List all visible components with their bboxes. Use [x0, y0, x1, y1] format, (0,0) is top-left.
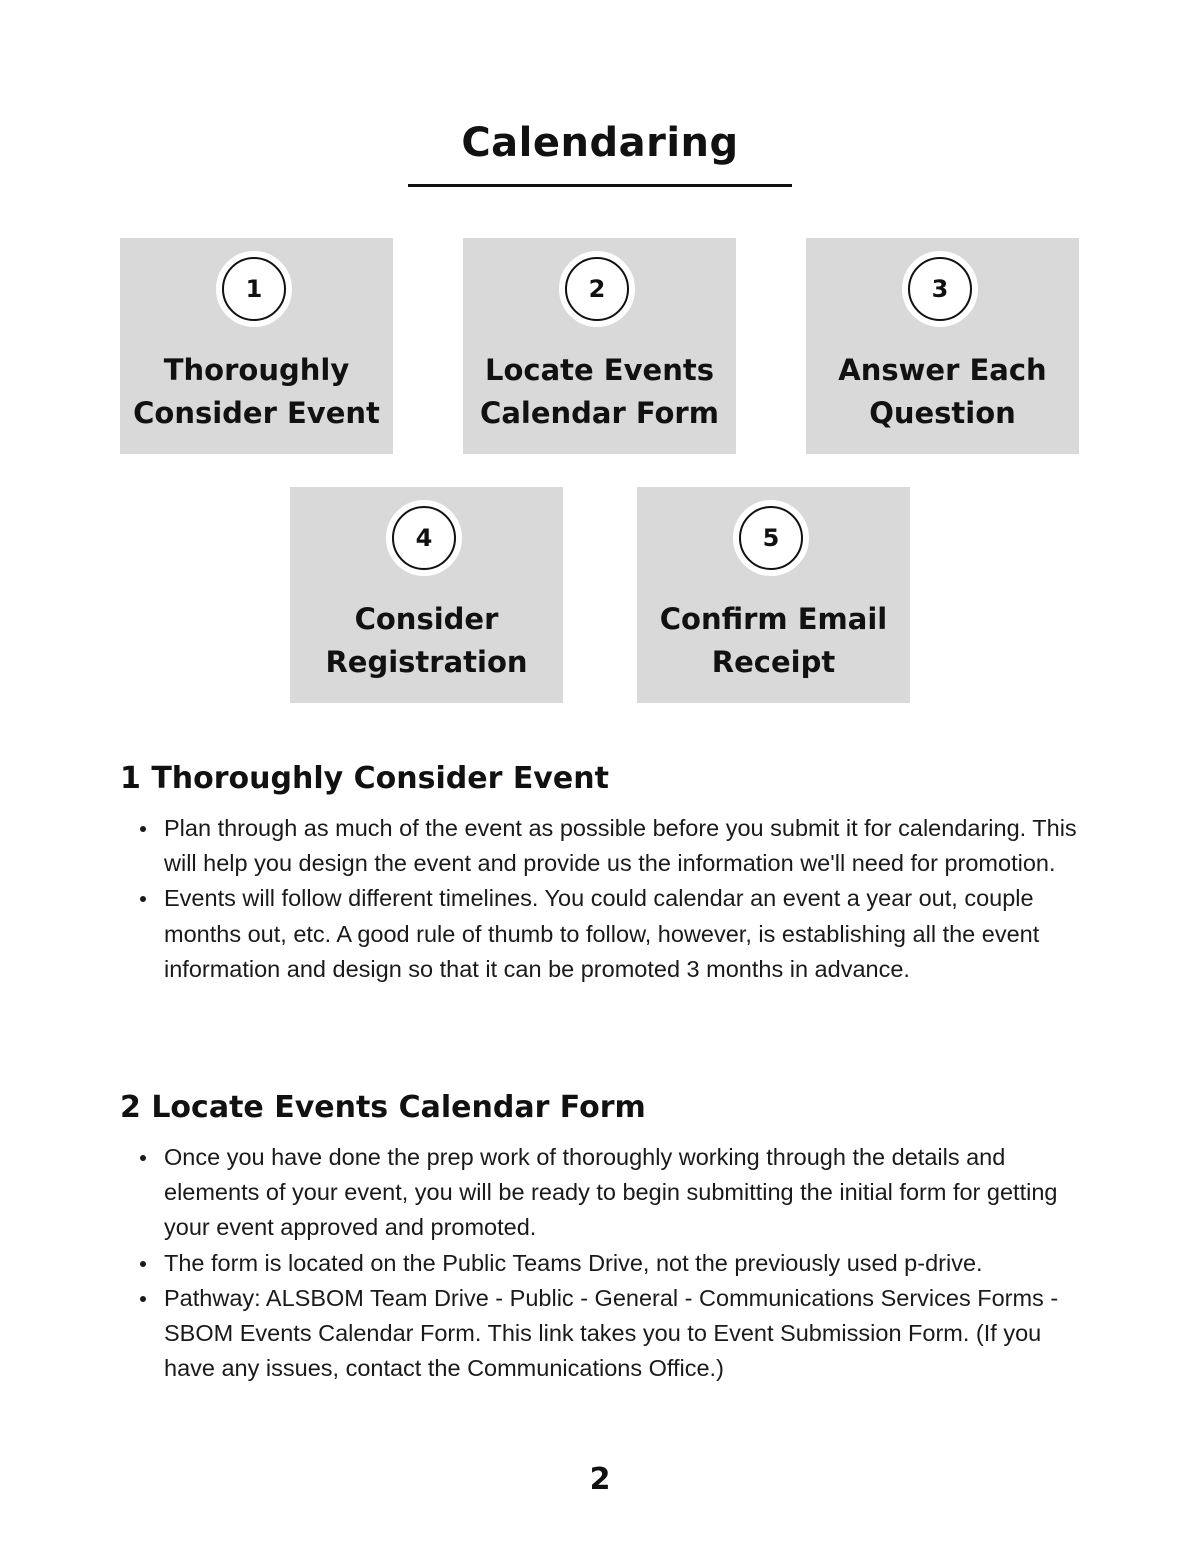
step-label-line: Locate Events	[485, 353, 714, 387]
step-number-circle	[902, 251, 978, 327]
step-number: 1	[222, 257, 286, 321]
list-item-text: Plan through as much of the event as possible before you submit it for calendaring. This will help you design the event and provide us the information we'll need for promotion.	[164, 815, 1077, 877]
step-label	[806, 349, 1079, 435]
step-label-line: Answer Each	[838, 353, 1047, 387]
step-label	[463, 349, 736, 435]
step-number: 3	[908, 257, 972, 321]
step-card-1	[120, 238, 393, 454]
bullet-icon	[140, 1261, 146, 1267]
page-number: 2	[589, 1462, 611, 1497]
section-heading-2: 2 Locate Events Calendar Form	[120, 1090, 646, 1125]
step-label-line: Consider	[354, 602, 499, 636]
step-card-2	[463, 238, 736, 454]
step-label-line: Receipt	[711, 645, 836, 679]
step-label-line: Confirm Email	[659, 602, 888, 636]
step-card-3	[806, 238, 1079, 454]
step-card-5	[637, 487, 910, 703]
step-card-4	[290, 487, 563, 703]
step-label	[637, 598, 910, 684]
list-item-text: Events will follow different timelines. You could calendar an event a year out, couple months out, etc. A good rule of thumb to follow, however, is establishing all the event information and design so that it can be promoted 3 months in advance.	[164, 885, 1040, 982]
list-item	[120, 1140, 1090, 1246]
list-item	[120, 811, 1090, 881]
list-item-text: Pathway: ALSBOM Team Drive - Public - General - Communications Services Forms - SBOM Events Calendar Form. This link takes you to Event Submission Form. (If you have any issues, contact the Communications Office.)	[164, 1284, 1059, 1382]
step-label-line: Consider Event	[133, 396, 380, 430]
page-title: Calendaring	[461, 120, 739, 166]
step-label-line: Question	[869, 396, 1016, 430]
step-label-line: Thoroughly	[163, 353, 350, 387]
bullet-icon	[140, 826, 146, 832]
step-label-line: Registration	[325, 645, 528, 679]
step-number: 4	[392, 506, 456, 570]
title-underline	[408, 184, 792, 187]
bullet-icon	[140, 1155, 146, 1161]
list-item	[120, 881, 1090, 987]
step-label	[290, 598, 563, 684]
bullet-icon	[140, 1296, 146, 1302]
step-label	[120, 349, 393, 435]
list-item	[120, 1246, 1090, 1281]
step-number-circle	[386, 500, 462, 576]
step-number-circle	[733, 500, 809, 576]
section-2-bullet-list	[120, 1140, 1090, 1386]
list-item	[120, 1281, 1090, 1387]
section-1-bullet-list	[120, 811, 1090, 987]
step-label-line: Calendar Form	[480, 396, 719, 430]
step-number: 5	[739, 506, 803, 570]
step-number: 2	[565, 257, 629, 321]
list-item-text: Once you have done the prep work of thoroughly working through the details and elements of your event, you will be ready to begin submitting the initial form for getting your event approved and promoted.	[164, 1144, 1058, 1241]
step-number-circle	[559, 251, 635, 327]
list-item-text: The form is located on the Public Teams Drive, not the previously used p-drive.	[164, 1249, 983, 1276]
section-heading-1: 1 Thoroughly Consider Event	[120, 761, 609, 796]
bullet-icon	[140, 896, 146, 902]
step-number-circle	[216, 251, 292, 327]
